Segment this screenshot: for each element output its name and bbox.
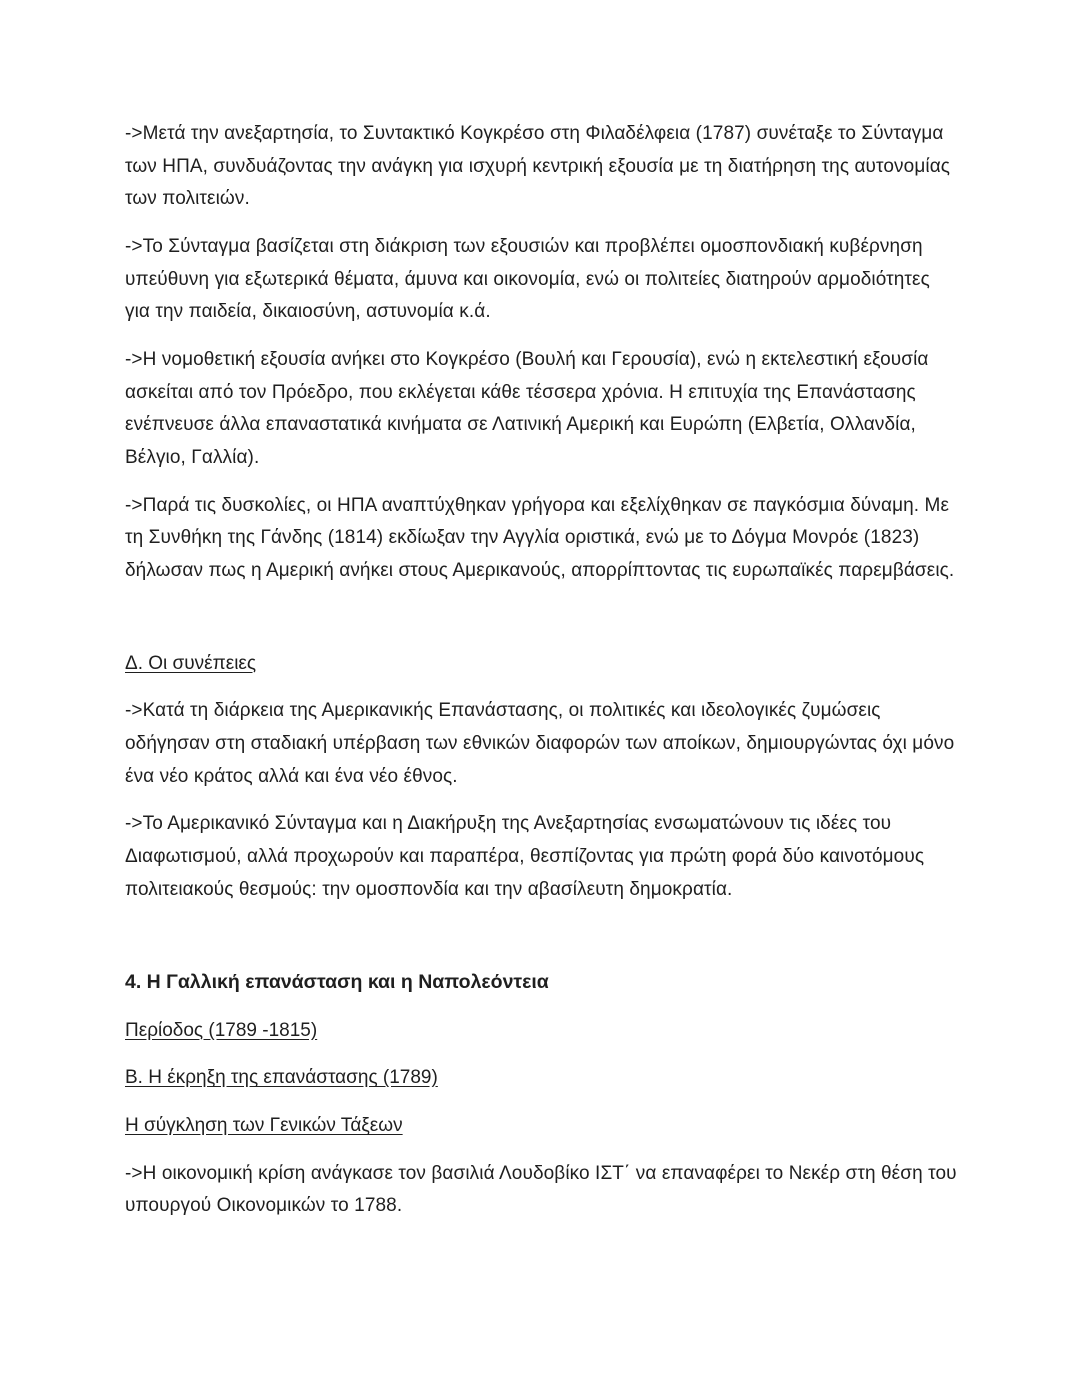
section-gap (125, 603, 960, 648)
paragraph-consequences-enlightenment: ->Το Αμερικανικό Σύνταγμα και η Διακήρυξη της Ανεξαρτησίας ενσωματώνουν τις ιδέες του Διαφωτισμού, αλλά προχωρούν και παραπέρα, θεσπίζοντας για πρώτη φορά δύο καινοτόμους πολιτειακούς θεσμούς: την ομοσπονδία και την αβασίλευτη δημοκρατία. (125, 813, 925, 900)
paragraph-us-growth-monroe: ->Παρά τις δυσκολίες, οι ΗΠΑ αναπτύχθηκαν γρήγορα και εξελίχθηκαν σε παγκόσμια δύναμη. Με τη Συνθήκη της Γάνδης (1814) εκδίωξαν την Αγγλία οριστικά, ενώ με το Δόγμα Μονρόε (1823) δήλωσαν πως η Αμερική ανήκει στους Αμερικανούς, απορρίπτοντας τις ευρωπαϊκές παρεμβάσεις. (125, 494, 955, 582)
section-gap (125, 921, 960, 966)
paragraph-us-constitution-drafting: ->Μετά την ανεξαρτησία, το Συντακτικό Κογκρέσο στη Φιλαδέλφεια (1787) συνέταξε το Σύνταγμα των ΗΠΑ, συνδυάζοντας την ανάγκη για ισχυρή κεντρική εξουσία με τη διατήρηση της αυτονομίας των πολιτειών. (125, 123, 951, 210)
paragraph-us-separation-of-powers: ->Το Σύνταγμα βασίζεται στη διάκριση των εξουσιών και προβλέπει ομοσπονδιακή κυβέρνηση υπεύθυνη για εξωτερικά θέματα, άμυνα και οικονομία, ενώ οι πολιτείες διατηρούν αρμοδιότητες για την παιδεία, δικαιοσύνη, αστυνομία κ.ά. (125, 236, 930, 323)
heading-french-revolution: 4. Η Γαλλική επανάσταση και η Ναπολεόντεια (125, 971, 549, 994)
heading-consequences: Δ. Οι συνέπειες (125, 652, 257, 674)
paragraph-french-economic-crisis: ->Η οικονομική κρίση ανάγκασε τον βασιλιά Λουδοβίκο ΙΣΤ΄ να επαναφέρει το Νεκέρ στη θέση του υπουργού Οικονομικών το 1788. (125, 1162, 957, 1217)
paragraph-consequences-new-nation: ->Κατά τη διάρκεια της Αμερικανικής Επανάστασης, οι πολιτικές και ιδεολογικές ζυμώσεις οδήγησαν στη σταδιακή υπέρβαση των εθνικών διαφορών των αποίκων, δημιουργώντας όχι μόνο ένα νέο κράτος αλλά και ένα νέο έθνος. (125, 700, 955, 787)
paragraph-us-legislative-executive: ->Η νομοθετική εξουσία ανήκει στο Κογκρέσο (Βουλή και Γερουσία), ενώ η εκτελεστική εξουσία ασκείται από τον Πρόεδρο, που εκλέγεται κάθε τέσσερα χρόνια. Η επιτυχία της Επανάστασης ενέπνευσε άλλα επαναστατικά κινήματα σε Λατινική Αμερική και Ευρώπη (Ελβετία, Ολλανδία, Βέλγιο, Γαλλία). (125, 349, 929, 469)
document-page (125, 118, 960, 1238)
subheading-estates-general: Η σύγκληση των Γενικών Τάξεων (125, 1114, 403, 1136)
subheading-period: Περίοδος (1789 -1815) (125, 1019, 318, 1041)
subheading-outbreak: Β. Η έκρηξη της επανάστασης (1789) (125, 1067, 438, 1089)
